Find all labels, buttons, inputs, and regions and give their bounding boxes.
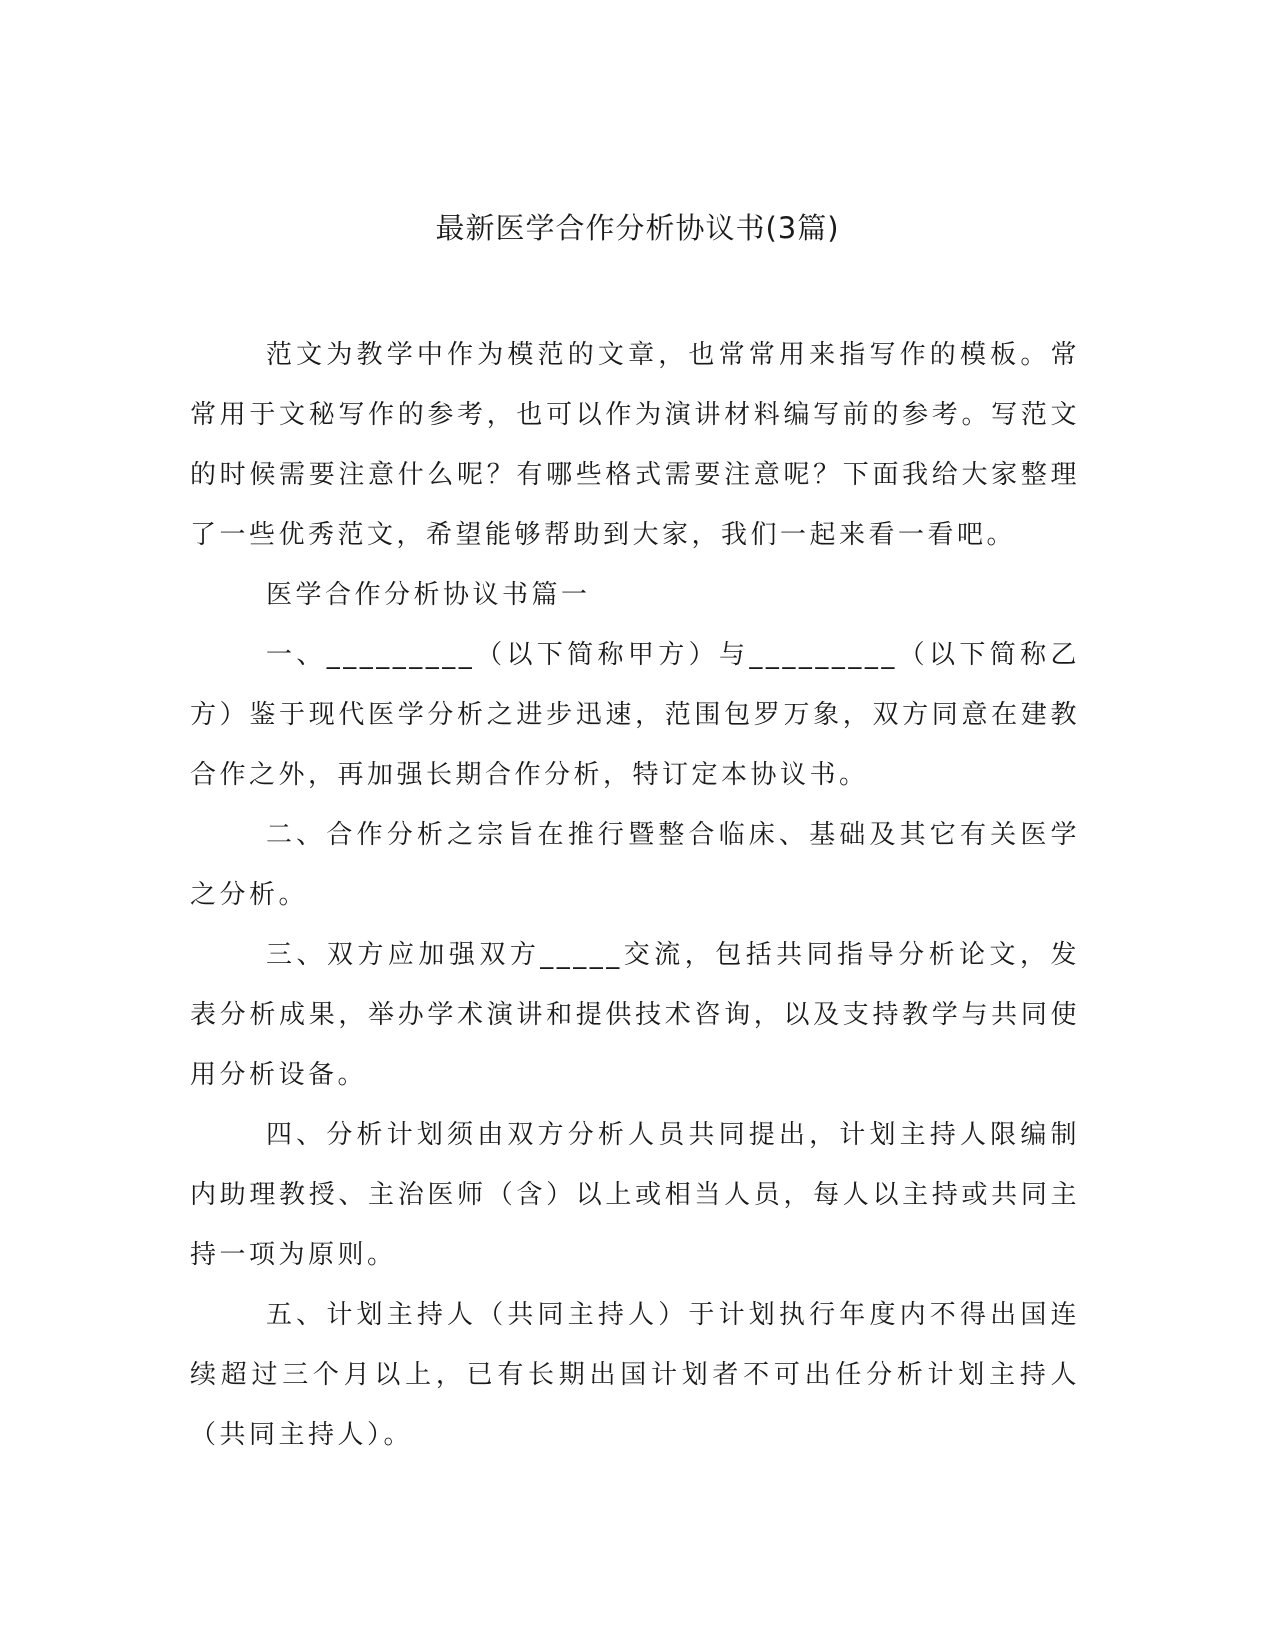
clause-paragraph: 四、分析计划须由双方分析人员共同提出，计划主持人限编制内助理教授、主治医师（含）以上或相当人员，每人以主持或共同主持一项为原则。	[190, 1120, 1080, 1270]
document-body	[190, 325, 1080, 1465]
clause-paragraph: 三、双方应加强双方_____交流，包括共同指导分析论文，发表分析成果，举办学术演讲和提供技术咨询，以及支持教学与共同使用分析设备。	[190, 940, 1080, 1090]
clause-paragraph: 二、合作分析之宗旨在推行暨整合临床、基础及其它有关医学之分析。	[190, 820, 1080, 910]
clause-paragraph: 一、_________（以下简称甲方）与_________（以下简称乙方）鉴于现代医学分析之进步迅速，范围包罗万象，双方同意在建教合作之外，再加强长期合作分析，特订定本协议书。	[190, 640, 1080, 790]
section-heading: 医学合作分析协议书篇一	[266, 580, 591, 610]
clause-paragraph: 五、计划主持人（共同主持人）于计划执行年度内不得出国连续超过三个月以上，已有长期出国计划者不可出任分析计划主持人（共同主持人）。	[190, 1300, 1080, 1450]
document-title: 最新医学合作分析协议书(3篇)	[435, 211, 840, 245]
intro-paragraph: 范文为教学中作为模范的文章，也常常用来指写作的模板。常常用于文秘写作的参考，也可以作为演讲材料编写前的参考。写范文的时候需要注意什么呢？有哪些格式需要注意呢？下面我给大家整理了一些优秀范文，希望能够帮助到大家，我们一起来看一看吧。	[190, 340, 1080, 550]
